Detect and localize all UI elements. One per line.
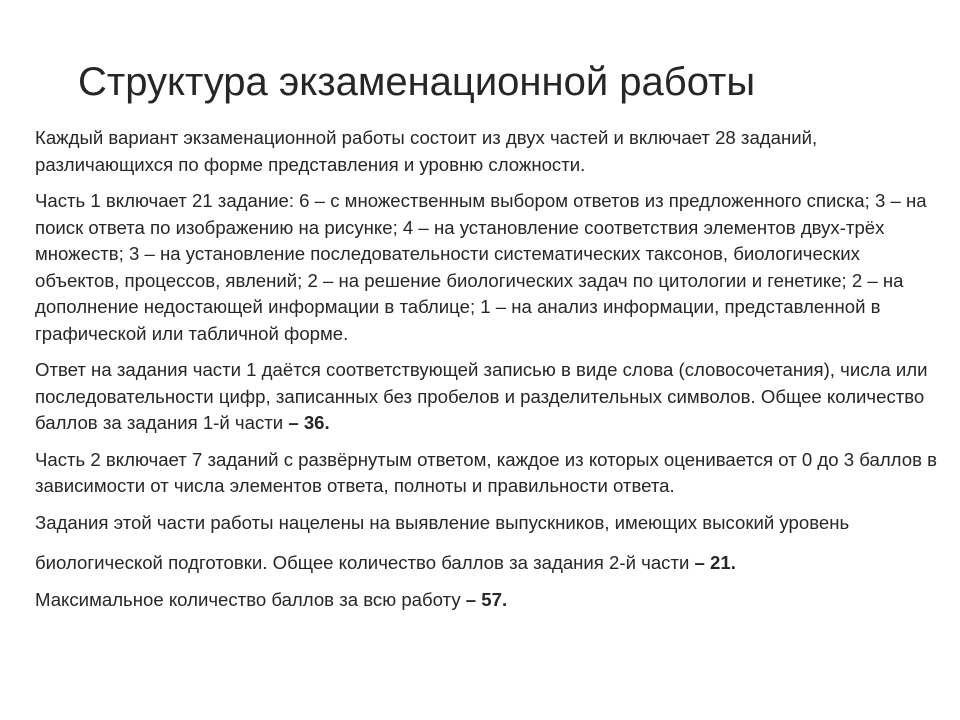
part2-score: – 21. <box>694 552 736 573</box>
paragraph-part2-tasks: Часть 2 включает 7 заданий с развёрнутым ответом, каждое из которых оценивается от 0 до 3 баллов в зависимости от числа элементов ответа, полноты и правильности ответа. <box>35 448 937 496</box>
paragraph-part2-aim: Задания этой части работы нацелены на выявление выпускников, имеющих высокий уровень <box>35 511 850 533</box>
paragraph-part1-answers: Ответ на задания части 1 даётся соответствующей записью в виде слова (словосочетания), числа или последовательности цифр, записанных без пробелов и разделительных символов. Общее количество баллов за задания 1-й части – 36. <box>35 359 928 433</box>
paragraph-intro: Каждый вариант экзаменационной работы состоит из двух частей и включает 28 заданий, различающихся по форме представления и уровню сложности. <box>35 127 818 175</box>
paragraph-part1-tasks: Часть 1 включает 21 задание: 6 – с множественным выбором ответов из предложенного списка; 3 – на поиск ответа по изображению на рисунке; 4 – на установление соответствия элементов двух-трёх множеств; 3 – на установление последовательности систематических таксонов, биологических объектов, процессов, явлений; 2 – на решение биологических задач по цитологии и генетике; 2 – на дополнение недостающей информации в таблице; 1 – на анализ информации, представленной в графической или табличной форме. <box>35 190 927 344</box>
paragraph-max-score: Максимальное количество баллов за всю работу – 57. <box>35 588 508 610</box>
slide-body <box>35 125 945 623</box>
paragraph-part2-score: биологической подготовки. Общее количество баллов за задания 2-й части – 21. <box>35 552 736 573</box>
slide-title: Структура экзаменационной работы <box>78 60 756 104</box>
part1-score: – 36. <box>288 412 330 433</box>
max-score: – 57. <box>465 588 508 610</box>
